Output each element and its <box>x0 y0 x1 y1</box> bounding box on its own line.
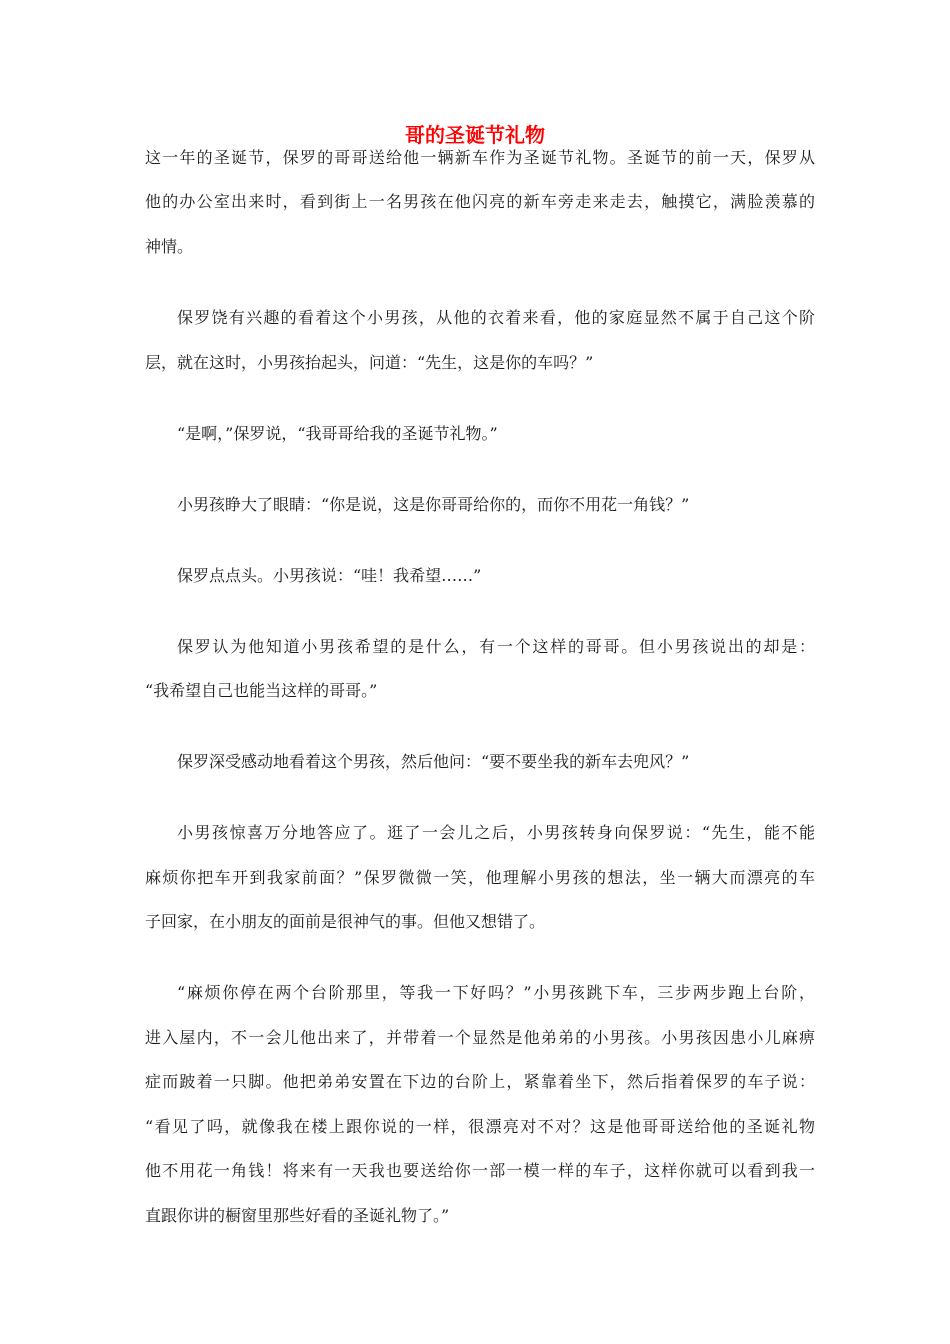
text-line: 层，就在这时，小男孩抬起头，问道：“先生，这是你的车吗？” <box>145 353 594 372</box>
text-line: 子回家，在小朋友的面前是很神气的事。但他又想错了。 <box>145 912 546 931</box>
text-line: 神情。 <box>145 237 194 256</box>
text-line: “是啊，”保罗说，“我哥哥给我的圣诞节礼物。” <box>177 424 498 443</box>
text-line: 保罗深受感动地看着这个男孩，然后他问：“要不要坐我的新车去兜风？” <box>177 752 690 771</box>
text-line: 他的办公室出来时，看到街上一名男孩在他闪亮的新车旁走来走去，触摸它，满脸羡慕的 <box>145 192 815 211</box>
text-line: 进入屋内，不一会儿他出来了，并带着一个显然是他弟弟的小男孩。小男孩因患小儿麻痹 <box>145 1028 815 1047</box>
document-title: 哥的圣诞节礼物 <box>405 123 545 147</box>
text-line: 他不用花一角钱！将来有一天我也要送给你一部一模一样的车子，这样你就可以看到我一 <box>145 1161 815 1180</box>
text-line: “看见了吗，就像我在楼上跟你说的一样，很漂亮对不对？这是他哥哥送给他的圣诞礼物 <box>145 1117 815 1136</box>
text-line: 小男孩睁大了眼睛：“你是说，这是你哥哥给你的，而你不用花一角钱？” <box>177 495 690 514</box>
text-line: “我希望自己也能当这样的哥哥。” <box>145 681 378 700</box>
text-line: 保罗认为他知道小男孩希望的是什么，有一个这样的哥哥。但小男孩说出的却是： <box>177 637 815 656</box>
text-line: 这一年的圣诞节，保罗的哥哥送给他一辆新车作为圣诞节礼物。圣诞节的前一天，保罗从 <box>145 148 815 167</box>
text-line: 保罗点点头。小男孩说：“哇！我希望……” <box>177 566 482 585</box>
text-line: 麻烦你把车开到我家前面？”保罗微微一笑，他理解小男孩的想法，坐一辆大而漂亮的车 <box>145 868 815 887</box>
text-line: 直跟你讲的橱窗里那些好看的圣诞礼物了。” <box>145 1206 450 1225</box>
text-line: 保罗饶有兴趣的看着这个小男孩，从他的衣着来看，他的家庭显然不属于自己这个阶 <box>177 308 815 327</box>
text-line: 症而跛着一只脚。他把弟弟安置在下边的台阶上，紧靠着坐下，然后指着保罗的车子说： <box>145 1072 815 1091</box>
text-line: “麻烦你停在两个台阶那里，等我一下好吗？”小男孩跳下车，三步两步跑上台阶， <box>177 983 815 1002</box>
text-line: 小男孩惊喜万分地答应了。逛了一会儿之后，小男孩转身向保罗说：“先生，能不能 <box>177 823 815 842</box>
